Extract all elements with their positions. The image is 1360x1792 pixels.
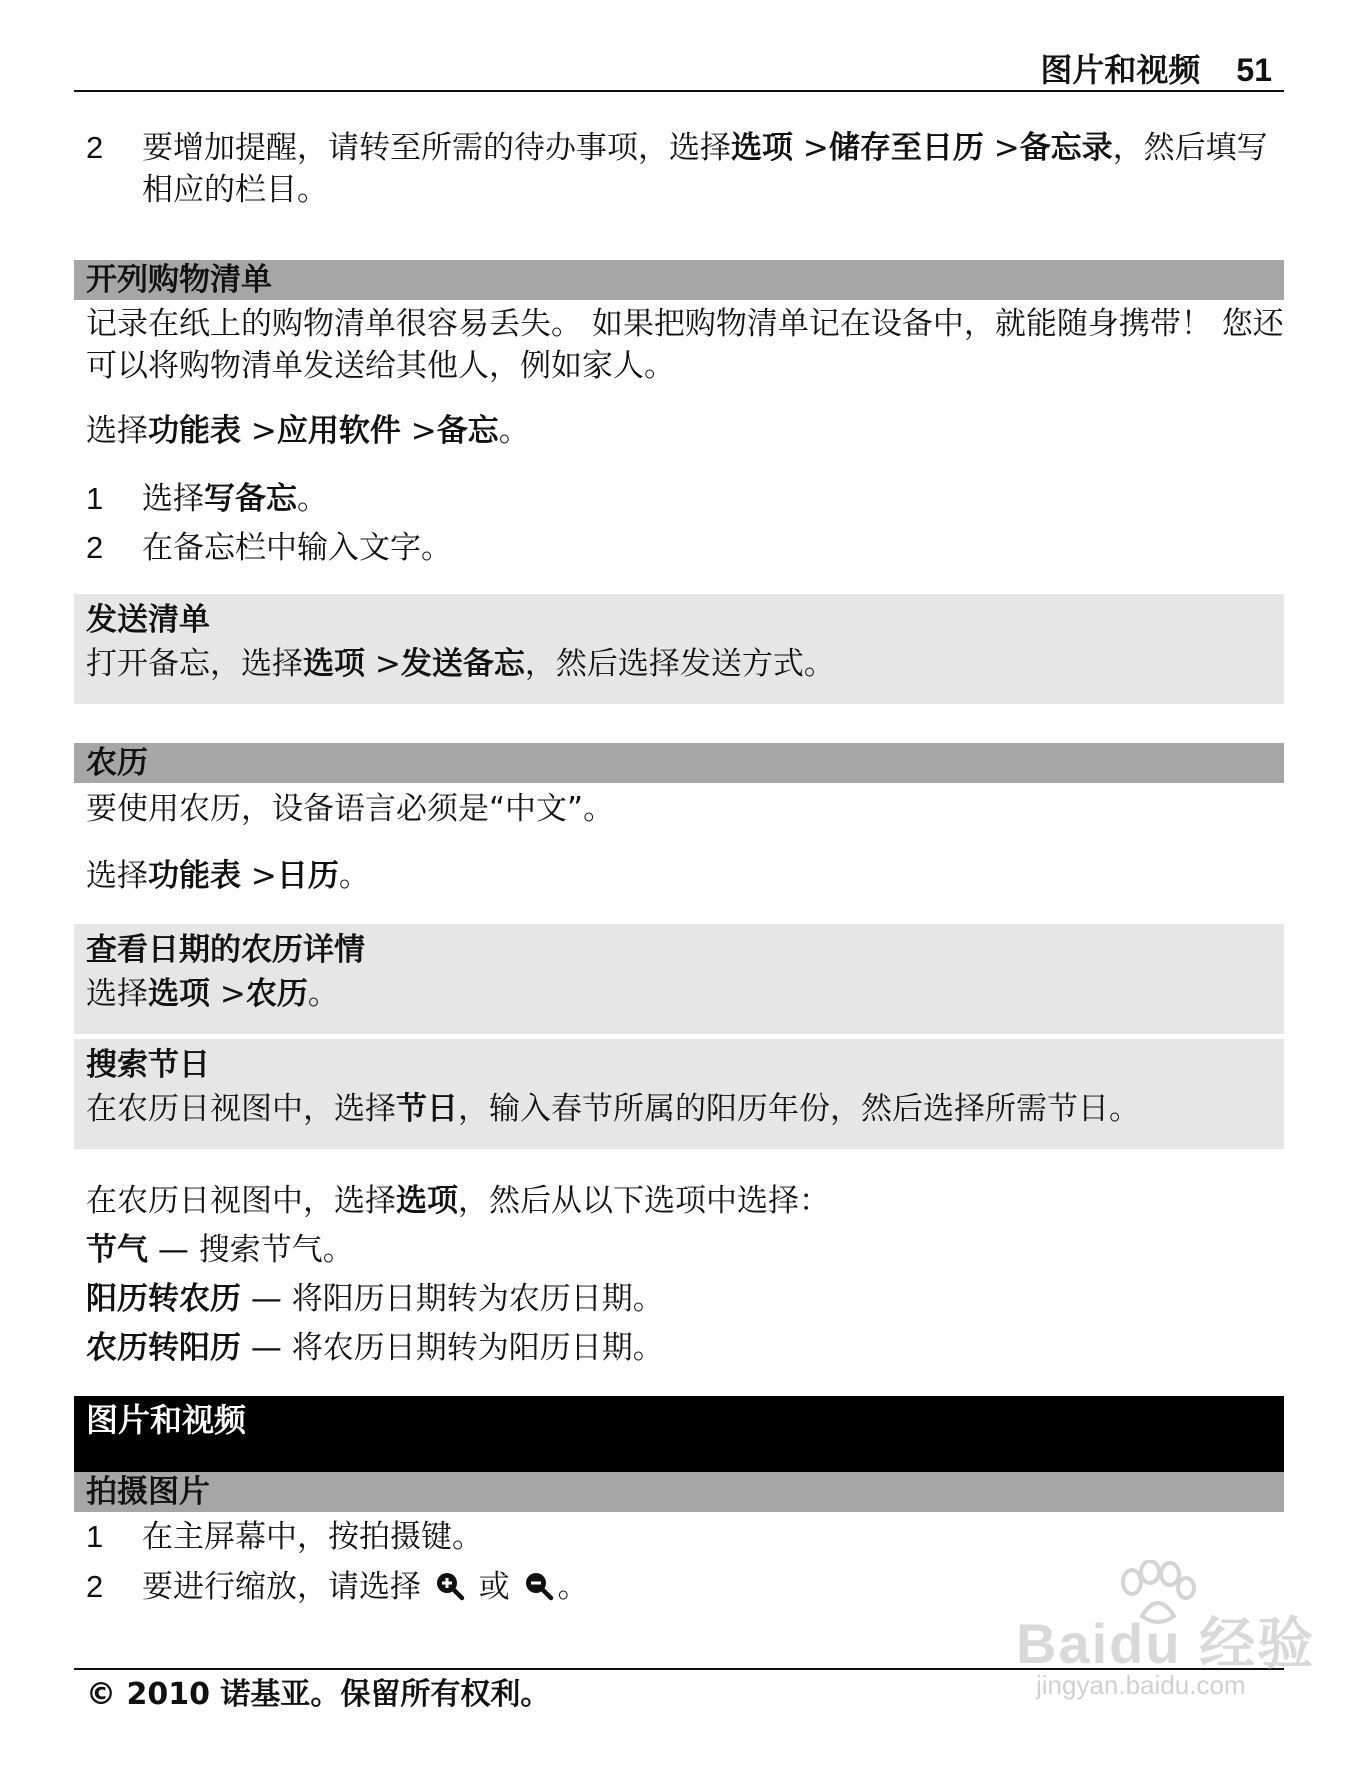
watermark-logo: Baidu 经验 bbox=[1016, 1612, 1316, 1675]
page-header bbox=[74, 48, 1284, 92]
watermark-url: jingyan.baidu.com bbox=[1036, 1670, 1246, 1700]
shopping-step-2: 2 在备忘栏中输入文字。 bbox=[86, 530, 452, 566]
shopping-step-1: 1 选择写备忘。 bbox=[86, 481, 328, 517]
lunar-details-heading: 查看日期的农历详情 bbox=[86, 932, 365, 968]
lunar-heading: 农历 bbox=[74, 743, 1284, 783]
shopping-intro: 记录在纸上的购物清单很容易丢失。 如果把购物清单记在设备中，就能随身携带！ 您还可以将购物清单发送给其他人，例如家人。 bbox=[86, 306, 1284, 384]
reminder-step: 2 要增加提醒，请转至所需的待办事项，选择选项 >储存至日历 >备忘录，然后填写相应的栏目。 bbox=[74, 127, 1296, 211]
send-list-heading: 发送清单 bbox=[86, 602, 210, 638]
baidu-watermark bbox=[996, 1560, 1316, 1720]
copyright: © 2010 诺基亚。保留所有权利。 bbox=[86, 1677, 551, 1712]
search-festival-heading: 搜索节日 bbox=[86, 1047, 210, 1083]
take-photo-step-2: 2 要进行缩放，请选择 或 。 bbox=[86, 1569, 589, 1605]
lunar-option-item: 农历转阳历 — 将农历日期转为阳历日期。 bbox=[86, 1330, 664, 1366]
lunar-option-item: 阳历转农历 — 将阳历日期转为农历日期。 bbox=[86, 1281, 664, 1317]
page-number: 51 bbox=[1236, 52, 1272, 88]
search-festival-box bbox=[74, 1039, 1284, 1149]
send-list-text: 打开备忘，选择选项 >发送备忘，然后选择发送方式。 bbox=[86, 646, 835, 682]
header-title: 图片和视频 bbox=[1040, 51, 1201, 89]
manual-page bbox=[74, 0, 1284, 1792]
zoom-out-icon bbox=[524, 1571, 554, 1601]
zoom-in-icon bbox=[435, 1571, 465, 1601]
lunar-details-box bbox=[74, 924, 1284, 1034]
lunar-path: 选择功能表 >日历。 bbox=[86, 858, 370, 894]
photos-section-heading: 图片和视频 bbox=[74, 1396, 1284, 1472]
take-photo-heading: 拍摄图片 bbox=[74, 1472, 1284, 1512]
lunar-option-item: 节气 — 搜索节气。 bbox=[86, 1232, 354, 1268]
search-festival-text: 在农历日视图中，选择节日，输入春节所属的阳历年份，然后选择所需节日。 bbox=[86, 1091, 1140, 1127]
step-number: 2 bbox=[86, 130, 104, 165]
lunar-intro: 要使用农历，设备语言必须是“中文”。 bbox=[86, 791, 615, 827]
lunar-options-intro: 在农历日视图中，选择选项，然后从以下选项中选择： bbox=[86, 1183, 830, 1219]
lunar-details-text: 选择选项 >农历。 bbox=[86, 976, 339, 1012]
shopping-path: 选择功能表 >应用软件 >备忘。 bbox=[86, 413, 530, 449]
send-list-box bbox=[74, 594, 1284, 704]
shopping-heading: 开列购物清单 bbox=[74, 260, 1284, 300]
take-photo-step-1: 1 在主屏幕中，按拍摄键。 bbox=[86, 1519, 483, 1555]
